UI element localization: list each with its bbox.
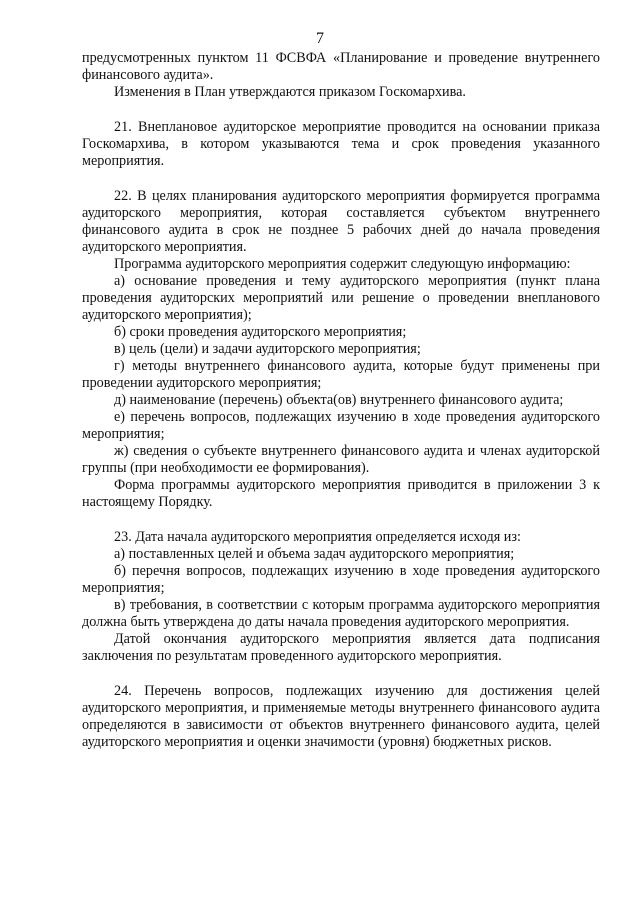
list-item-v: в) цель (цели) и задачи аудиторского мероприятия; <box>114 341 421 357</box>
list-item-e: е) перечень вопросов, подлежащих изучению в ходе проведения аудиторского мероприятия; <box>82 409 600 442</box>
document-body <box>82 50 600 751</box>
paragraph-21: 21. Внеплановое аудиторское мероприятие проводится на основании приказа Госкомархива, в котором указываются тема и срок проведения указанного мероприятия. <box>82 119 600 169</box>
paragraph-24: 24. Перечень вопросов, подлежащих изучению для достижения целей аудиторского мероприятия, и применяемые методы внутреннего финансового аудита определяются в зависимости от объектов внутреннего финансового аудита, целей аудиторского мероприятия и оценки значимости (уровня) бюджетных рисков. <box>82 683 600 750</box>
paragraph-23: 23. Дата начала аудиторского мероприятия определяется исходя из: <box>114 529 521 545</box>
paragraph-plan-changes: Изменения в План утверждаются приказом Госкомархива. <box>114 84 466 100</box>
list-item-23-v: в) требования, в соответствии с которым программа аудиторского мероприятия должна быть утверждена до даты начала проведения аудиторского мероприятия. <box>82 597 600 630</box>
list-item-a: а) основание проведения и тему аудиторского мероприятия (пункт плана проведения аудиторских мероприятий или решение о проведении внепланового аудиторского мероприятия); <box>82 273 600 323</box>
list-item-23-a: а) поставленных целей и объема задач аудиторского мероприятия; <box>114 546 515 562</box>
list-item-b: б) сроки проведения аудиторского мероприятия; <box>114 324 407 340</box>
paragraph-22: 22. В целях планирования аудиторского мероприятия формируется программа аудиторского мероприятия, которая составляется субъектом внутреннего финансового аудита в срок не позднее 5 рабочих дней до начала проведения аудиторского мероприятия. <box>82 188 600 255</box>
page-number: 7 <box>316 30 324 47</box>
list-item-zh: ж) сведения о субъекте внутреннего финансового аудита и членах аудиторской группы (при необходимости ее формирования). <box>82 443 600 476</box>
list-item-g: г) методы внутреннего финансового аудита, которые будут применены при проведении аудиторского мероприятия; <box>82 358 600 391</box>
list-item-d: д) наименование (перечень) объекта(ов) внутреннего финансового аудита; <box>114 392 564 408</box>
paragraph-program-form: Форма программы аудиторского мероприятия приводится в приложении 3 к настоящему Порядку. <box>82 477 600 510</box>
paragraph-continuation: предусмотренных пунктом 11 ФСВФА «Планирование и проведение внутреннего финансового аудита». <box>82 50 600 83</box>
paragraph-end-date: Датой окончания аудиторского мероприятия является дата подписания заключения по результатам проведенного аудиторского мероприятия. <box>82 631 600 664</box>
list-item-23-b: б) перечня вопросов, подлежащих изучению в ходе проведения аудиторского мероприятия; <box>82 563 600 596</box>
paragraph-program-contents: Программа аудиторского мероприятия содержит следующую информацию: <box>114 256 571 272</box>
